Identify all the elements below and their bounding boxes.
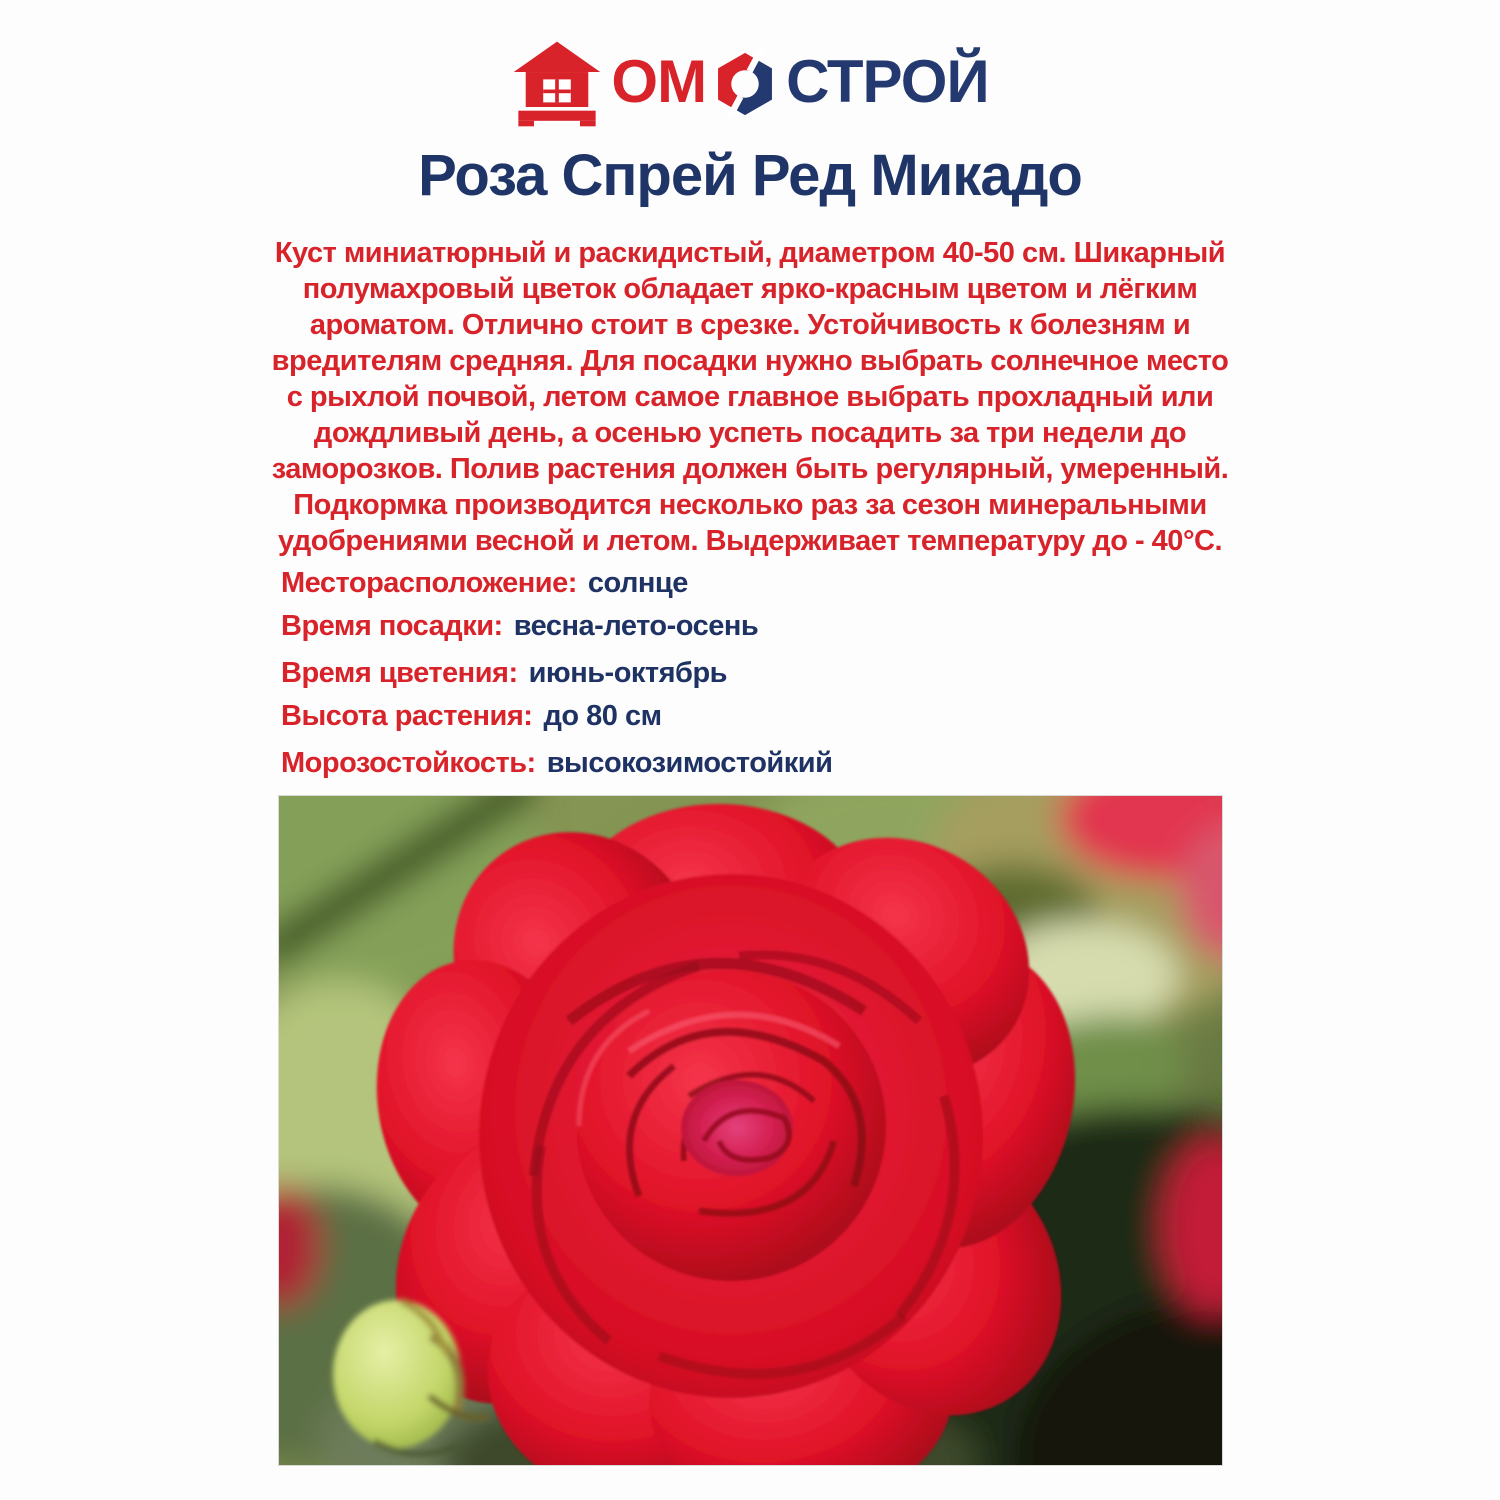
attribute-value: до 80 см: [543, 700, 662, 732]
description-line: удобрениями весной и летом. Выдерживает температуру до - 40°С.: [277, 525, 1223, 557]
description-line: дождливый день, а осенью успеть посадить за три недели до: [313, 417, 1187, 449]
logo-text-om: ОМ: [611, 48, 707, 115]
attribute-label: Высота растения:: [281, 700, 533, 732]
attribute-label: Время посадки:: [281, 610, 503, 642]
attribute-value: солнце: [587, 567, 688, 599]
attribute-label: Время цветения:: [281, 657, 518, 689]
description-line: ароматом. Отлично стоит в срезке. Устойчивость к болезням и: [309, 309, 1191, 341]
attribute-row: [281, 568, 832, 598]
attribute-row: [281, 748, 832, 778]
attribute-label: Морозостойкость:: [281, 747, 536, 779]
attribute-row: [281, 658, 832, 688]
rose-photo-illustration: [279, 796, 1223, 1466]
attribute-row: [281, 701, 832, 731]
logo-text-stroy: СТРОЙ: [786, 48, 989, 115]
description-line: полумахровый цветок обладает ярко-красным цветом и лёгким: [302, 273, 1198, 305]
product-description: [245, 235, 1255, 559]
attribute-value: весна-лето-осень: [513, 610, 759, 642]
attribute-row: [281, 611, 832, 641]
description-line: вредителям средняя. Для посадки нужно выбрать солнечное место: [271, 345, 1229, 377]
house-icon: [511, 41, 603, 127]
product-photo: [278, 795, 1223, 1466]
brand-logo: [0, 38, 1500, 130]
description-line: с рыхлой почвой, летом самое главное выбрать прохладный или: [286, 381, 1214, 413]
product-title: Роза Спрей Ред Микадо: [418, 143, 1082, 208]
description-line: заморозков. Полив растения должен быть регулярный, умеренный.: [271, 453, 1229, 485]
hex-ring-icon: [712, 49, 778, 119]
attribute-value: июнь-октябрь: [528, 657, 728, 689]
attributes-list: [281, 568, 832, 791]
description-line: Куст миниатюрный и раскидистый, диаметром 40-50 см. Шикарный: [274, 237, 1226, 269]
attribute-label: Месторасположение:: [281, 567, 577, 599]
attribute-value: высокозимостойкий: [546, 747, 833, 779]
description-line: Подкормка производится несколько раз за сезон минеральными: [293, 489, 1207, 521]
